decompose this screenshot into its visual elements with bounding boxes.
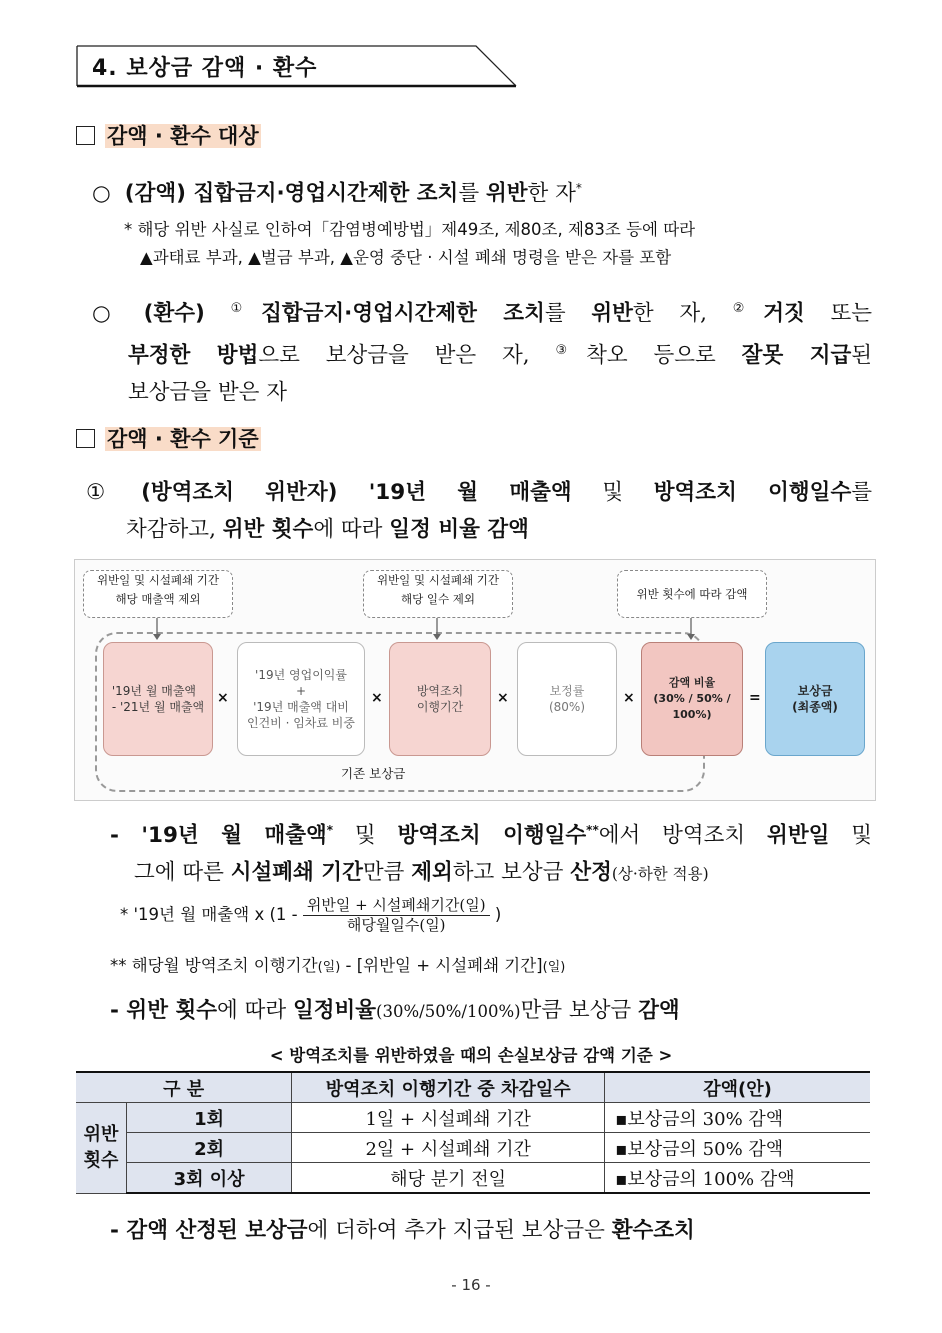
- calc-d: 에서 방역조치: [598, 823, 768, 849]
- reduction-tail: 한 자: [527, 181, 576, 207]
- criteria-dash-calculation: [110, 812, 872, 893]
- table-row: [76, 1163, 870, 1194]
- recover-d: 환수조치: [611, 1218, 695, 1243]
- box-correction-rate: [517, 642, 617, 756]
- checkbox-square-icon: [76, 126, 95, 145]
- arrow-down-icon: [433, 634, 441, 640]
- subheading-criteria: [76, 423, 261, 453]
- rate-e: (30%/50%/100%): [376, 1002, 521, 1021]
- note-days-line2: 해당 일수 제외: [401, 592, 475, 606]
- calc-m: (상·하한 적용): [611, 865, 709, 884]
- target-item-recovery: [92, 290, 872, 411]
- row-days: 2일 + 시설폐쇄 기간: [292, 1133, 605, 1163]
- note-sales-line1: 위반일 및 시설폐쇄 기간: [96, 573, 220, 587]
- page-number: - 16 -: [451, 1276, 491, 1294]
- formula-suffix: ): [494, 905, 502, 924]
- times-operator: ×: [623, 690, 635, 706]
- recover-b: 감액 산정된 보상금: [126, 1218, 308, 1243]
- violator-c: 방역조치 이행일수: [653, 480, 852, 505]
- box2-line4: 인건비 · 임차료 비중: [247, 716, 355, 730]
- box-final-compensation: [765, 642, 865, 756]
- formula-denominator: 해당월일수(일): [346, 916, 446, 934]
- formula2-c: - [위반일 + 시설폐쇄 기간]: [340, 956, 543, 975]
- box-profit-ratio: [237, 642, 365, 756]
- times-operator: ×: [371, 690, 383, 706]
- recovery-p4c: 된: [851, 343, 873, 369]
- recovery-p3: 부정한 방법: [128, 343, 259, 369]
- table-row: [76, 1133, 870, 1163]
- reduction-criteria-table: [76, 1071, 870, 1194]
- box-quarantine-period: [389, 642, 491, 756]
- rate-g: 감액: [638, 998, 680, 1023]
- row-reduction: ▪보상금의 100% 감액: [605, 1163, 870, 1194]
- calc-g: 그에 따른: [134, 860, 231, 886]
- calc-i: 만큼: [362, 860, 412, 886]
- box5-line2: (30% / 50% / 100%): [653, 692, 731, 721]
- box4-line2: (80%): [548, 700, 586, 714]
- box3-line1: 방역조치: [416, 684, 464, 698]
- recovery-p1c: 위반: [591, 301, 633, 327]
- arrow-down-icon: [687, 634, 695, 640]
- rate-f: 만큼 보상금: [520, 998, 639, 1023]
- recovery-p5: 보상금을 받은 자: [128, 380, 288, 406]
- recovery-lead: (환수): [143, 301, 205, 327]
- recovery-p2b: 또는: [804, 301, 873, 327]
- table-row: [76, 1103, 870, 1133]
- compensation-diagram: [74, 559, 876, 801]
- box2-line1: '19년 영업이익률: [255, 668, 347, 682]
- box6-line2: (최종액): [792, 700, 838, 714]
- box1-line2: - '21년 월 매출액: [111, 700, 205, 714]
- footnote-mark: *: [575, 181, 582, 195]
- times-operator: ×: [497, 690, 509, 706]
- violator-d: 를: [851, 480, 872, 505]
- note-sales-line2: 해당 매출액 제외: [115, 592, 201, 606]
- recover-a: -: [110, 1218, 127, 1243]
- formula2-d: (일): [542, 960, 566, 975]
- box1-line1: '19년 월 매출액: [111, 684, 197, 698]
- box-sales-difference: [103, 642, 213, 756]
- row-reduction: ▪보상금의 50% 감액: [605, 1133, 870, 1163]
- violator-g: 에 따라: [313, 517, 390, 542]
- criteria-dash-rate: [110, 992, 680, 1030]
- calc-h: 시설폐쇄 기간: [230, 860, 363, 886]
- section-title-text: 4. 보상금 감액 · 환수: [92, 56, 318, 81]
- calc-a: - '19년 월 매출액: [110, 823, 327, 849]
- equals-operator: =: [749, 690, 761, 706]
- recovery-p1: 집합금지·영업시간제한 조치: [261, 301, 545, 327]
- reduction-note-line1: * 해당 위반 사실로 인하여「감염병예방법」제49조, 제80조, 제83조 등에 따라: [124, 220, 696, 239]
- violator-e: 차감하고,: [126, 517, 223, 542]
- violator-h: 일정 비율 감액: [389, 517, 529, 542]
- checkbox-square-icon: [76, 429, 95, 448]
- row-label: 2회: [127, 1133, 292, 1163]
- box4-line1: 보정률: [549, 684, 585, 698]
- formula2-b: (일): [317, 960, 341, 975]
- box2-line3: '19년 매출액 대비: [253, 700, 349, 714]
- table-title: < 방역조치를 위반하였을 때의 손실보상금 감액 기준 >: [269, 1046, 673, 1065]
- box3-line2: 이행기간: [416, 700, 464, 714]
- table-header-row: [76, 1072, 870, 1103]
- row-reduction: ▪보상금의 30% 감액: [605, 1103, 870, 1133]
- row-days: 1일 + 시설폐쇄 기간: [292, 1103, 605, 1133]
- recovery-p3b: 으로 보상금을 받은 자,: [258, 343, 556, 369]
- header-category: 구 분: [76, 1072, 292, 1103]
- circled-one: ①: [230, 301, 262, 316]
- reduction-bold: 위반: [485, 181, 528, 207]
- calc-l: 산정: [570, 860, 612, 886]
- formula-fraction: [303, 896, 490, 935]
- calc-f: 및: [829, 823, 872, 849]
- circled-number-one: ①: [86, 480, 130, 505]
- calc-e: 위반일: [767, 823, 830, 849]
- circle-bullet-icon: ○: [92, 181, 111, 207]
- subheading-target: [76, 120, 261, 150]
- box2-line2: +: [295, 684, 307, 698]
- calc-b: 및: [333, 823, 398, 849]
- circled-three: ③: [555, 343, 587, 359]
- recovery-p4: 착오 등으로: [586, 343, 742, 369]
- box5-line1: 감액 비율: [668, 676, 716, 689]
- subheading-criteria-text: 감액 · 환수 기준: [107, 427, 259, 451]
- subheading-target-text: 감액 · 환수 대상: [107, 124, 259, 148]
- formula2-a: ** 해당월 방역조치 이행기간: [110, 956, 318, 975]
- calc-j: 제외: [411, 860, 453, 886]
- circle-bullet-icon: ○: [92, 301, 130, 327]
- criteria-dash-recovery: [110, 1212, 695, 1249]
- calc-k: 하고 보상금: [452, 860, 571, 886]
- box6-line1: 보상금: [797, 684, 833, 698]
- violator-b: 및: [571, 480, 654, 505]
- recovery-p4b: 잘못 지급: [741, 343, 852, 369]
- recovery-p1b: 를: [544, 301, 592, 327]
- formula-days: [110, 952, 565, 976]
- violator-f: 위반 횟수: [222, 517, 314, 542]
- formula-numerator: 위반일 + 시설폐쇄기간(일): [303, 896, 490, 916]
- rate-a: -: [110, 998, 127, 1023]
- note-days-line1: 위반일 및 시설폐쇄 기간: [376, 573, 500, 587]
- target-item-reduction: [92, 170, 882, 212]
- rate-c: 에 따라: [216, 998, 293, 1023]
- recover-c: 에 더하여 추가 지급된 보상금은: [307, 1218, 612, 1243]
- formula-prefix: * '19년 월 매출액 x (1 -: [120, 905, 303, 924]
- header-days: 방역조치 이행기간 중 차감일수: [292, 1072, 605, 1103]
- arrow-down-icon: [153, 634, 161, 640]
- note-rate-reduction: 위반 횟수에 따라 감액: [617, 570, 767, 618]
- row-label: 1회: [127, 1103, 292, 1133]
- recovery-p1d: 한 자,: [632, 301, 733, 327]
- row-group-violation-count: 위반 횟수: [76, 1103, 127, 1194]
- row-days: 해당 분기 전일: [292, 1163, 605, 1194]
- reduction-mid: 를: [458, 181, 486, 207]
- calc-star2: **: [586, 823, 599, 837]
- calc-c: 방역조치 이행일수: [397, 823, 587, 849]
- row-label: 3회 이상: [127, 1163, 292, 1194]
- criteria-item-violator: [86, 474, 872, 548]
- base-compensation-label: 기존 보상금: [337, 764, 409, 782]
- times-operator: ×: [217, 690, 229, 706]
- rate-d: 일정비율: [292, 998, 377, 1023]
- circled-two: ②: [732, 301, 764, 316]
- box-reduction-rate: [641, 642, 743, 756]
- section-title: [76, 44, 516, 86]
- calc-star1: *: [326, 823, 334, 837]
- header-reduction: 감액(안): [605, 1072, 870, 1103]
- reduction-lead: (감액) 집합금지·영업시간제한 조치: [124, 181, 459, 207]
- reduction-note-line2: ▲과태료 부과, ▲벌금 부과, ▲운영 중단 · 시설 폐쇄 명령을 받은 자를 포함: [140, 248, 672, 267]
- formula-monthly-sales: [120, 896, 501, 935]
- violator-a: (방역조치 위반자) '19년 월 매출액: [141, 480, 572, 505]
- rate-b: 위반 횟수: [126, 998, 217, 1023]
- recovery-p2: 거짓: [763, 301, 805, 327]
